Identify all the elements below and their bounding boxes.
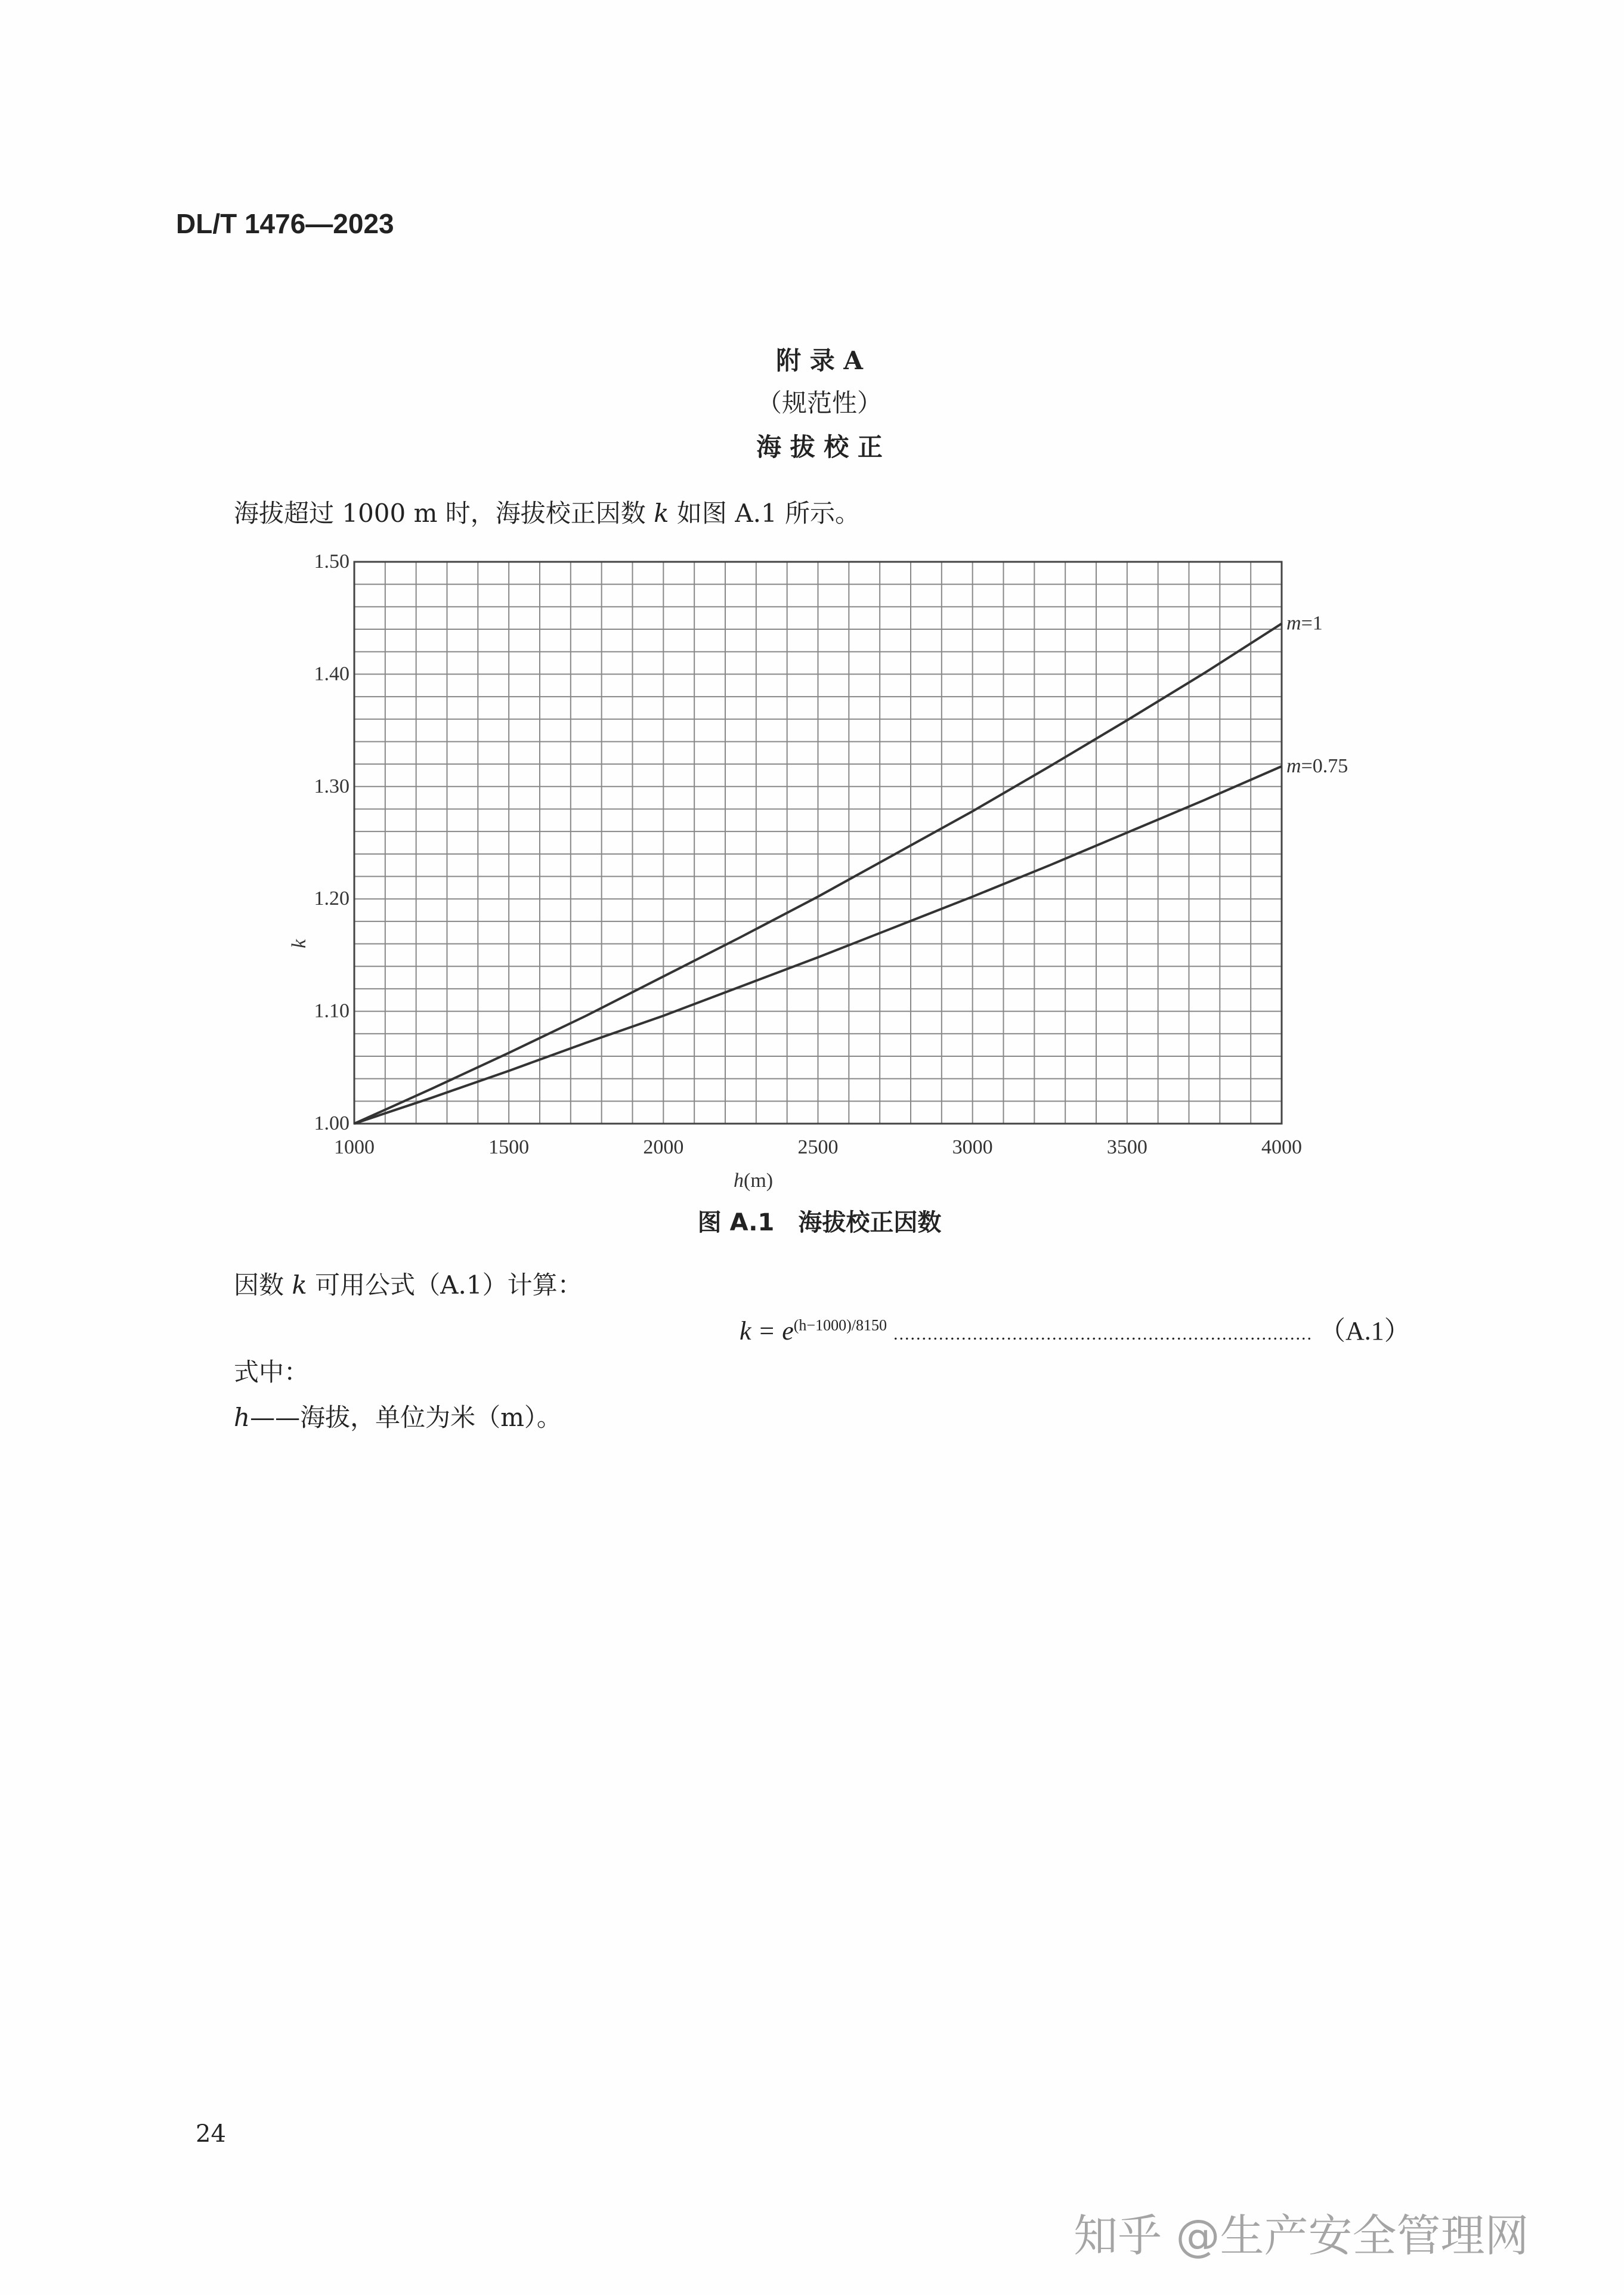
y-tick-label: 1.10 [314,1000,349,1022]
chart-lines [354,613,1348,1124]
altitude-correction-chart [262,537,1396,1205]
formula-intro [234,1266,583,1301]
y-tick-label: 1.20 [314,887,349,910]
x-tick-label: 1000 [334,1136,375,1158]
x-tick-label: 3000 [952,1136,993,1158]
formula-a1 [740,1309,1410,1347]
x-tick-label: 3500 [1106,1136,1147,1158]
appendix-title: 附 录 A [776,346,863,375]
formula-intro-text-end: 可用公式（A.1）计算： [307,1270,583,1300]
series-label: m=0.75 [1286,754,1348,777]
y-axis-label: k [288,939,310,948]
where-label: 式中： [234,1357,310,1387]
x-tick-label: 2500 [797,1136,839,1158]
formula-exponent: (h−1000)/8150 [793,1316,887,1334]
intro-var: k [654,499,669,528]
appendix-subject: 海 拔 校 正 [756,432,883,462]
formula-leader-dots: .......................................................................... [893,1324,1313,1344]
y-tick-labels [314,550,350,1134]
x-axis-label: h(m) [734,1170,774,1192]
intro-paragraph [234,494,860,530]
x-tick-label: 2000 [643,1136,684,1158]
chart-grid [354,562,1282,1124]
y-tick-label: 1.30 [314,775,349,797]
watermark: 知乎 @生产安全管理网 [1074,2210,1529,2262]
intro-text-end: 如图 A.1 所示。 [669,499,861,528]
formula-number: （A.1） [1319,1316,1410,1346]
formula-lhs: k = e [740,1316,794,1346]
page-number: 24 [196,2120,226,2148]
y-tick-label: 1.40 [314,663,349,685]
formula-intro-text: 因数 [234,1270,292,1300]
where-desc: ——海拔，单位为米（m）。 [250,1403,562,1432]
intro-text: 海拔超过 1000 m 时，海拔校正因数 [234,499,654,528]
series-label: m=1 [1286,612,1323,635]
appendix-nature: （规范性） [756,388,882,417]
formula-intro-var: k [292,1270,307,1300]
x-tick-label: 4000 [1261,1136,1302,1158]
figure-caption: 图 A.1 海拔校正因数 [697,1209,942,1236]
document-code: DL/T 1476—2023 [176,208,394,239]
y-tick-label: 1.00 [314,1112,349,1134]
y-tick-label: 1.50 [314,550,349,573]
x-tick-labels [334,1136,1302,1158]
where-var: h [234,1403,250,1432]
x-tick-label: 1500 [488,1136,530,1158]
where-definition [234,1398,562,1434]
